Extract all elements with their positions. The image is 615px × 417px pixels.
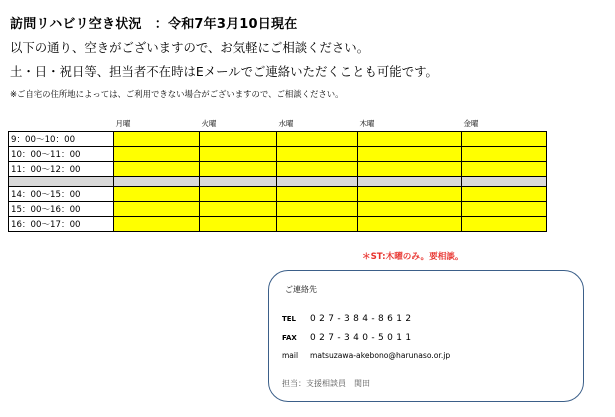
address-note: ※ご自宅の住所地によっては、ご利用できない場合がございますので、ご相談ください。 bbox=[10, 89, 344, 99]
page-title: 訪問リハビリ空き状況 ：令和7年3月10日現在 bbox=[10, 17, 298, 32]
available-slot bbox=[200, 217, 277, 232]
available-slot bbox=[277, 202, 358, 217]
lunch-break-row bbox=[9, 177, 547, 187]
available-slot bbox=[358, 162, 462, 177]
break-cell bbox=[114, 177, 200, 187]
day-header-thu: 木曜 bbox=[359, 118, 375, 128]
time-slot-label: 11：00〜12：00 bbox=[9, 162, 114, 177]
available-slot bbox=[277, 217, 358, 232]
available-slot bbox=[462, 202, 547, 217]
availability-table bbox=[8, 117, 547, 232]
intro-line-1: 以下の通り、空きがございますので、お気軽にご相談ください。 bbox=[10, 40, 370, 55]
available-slot bbox=[462, 147, 547, 162]
available-slot bbox=[200, 202, 277, 217]
break-cell bbox=[462, 177, 547, 187]
available-slot bbox=[200, 162, 277, 177]
time-slot-label: 16：00〜17：00 bbox=[9, 217, 114, 232]
contact-fax-row bbox=[282, 333, 415, 343]
available-slot bbox=[358, 217, 462, 232]
available-slot bbox=[358, 147, 462, 162]
available-slot bbox=[277, 187, 358, 202]
available-slot bbox=[200, 132, 277, 147]
available-slot bbox=[277, 132, 358, 147]
day-header-tue: 火曜 bbox=[201, 118, 217, 128]
available-slot bbox=[200, 187, 277, 202]
available-slot bbox=[114, 162, 200, 177]
table-row bbox=[9, 187, 547, 202]
mail-address-link[interactable]: matsuzawa-akebono@harunaso.or.jp bbox=[310, 351, 451, 360]
contact-mail-row bbox=[282, 351, 450, 361]
day-header-fri: 金曜 bbox=[463, 118, 479, 128]
available-slot bbox=[358, 132, 462, 147]
time-slot-label: 15：00〜16：00 bbox=[9, 202, 114, 217]
available-slot bbox=[114, 187, 200, 202]
table-row bbox=[9, 162, 547, 177]
contact-box bbox=[268, 270, 584, 402]
available-slot bbox=[462, 132, 547, 147]
time-slot-label: 14：00〜15：00 bbox=[9, 187, 114, 202]
available-slot bbox=[277, 147, 358, 162]
contact-person: 担当：支援相談員 関田 bbox=[282, 379, 370, 388]
break-cell bbox=[358, 177, 462, 187]
table-row bbox=[9, 147, 547, 162]
fax-number: 027-340-5011 bbox=[310, 333, 415, 343]
available-slot bbox=[358, 187, 462, 202]
available-slot bbox=[200, 147, 277, 162]
available-slot bbox=[462, 217, 547, 232]
time-slot-label: 9：00〜10：00 bbox=[9, 132, 114, 147]
day-header-mon: 月曜 bbox=[115, 118, 131, 128]
tel-number[interactable]: 027-384-8612 bbox=[310, 314, 415, 324]
available-slot bbox=[114, 132, 200, 147]
table-row bbox=[9, 132, 547, 147]
break-cell bbox=[200, 177, 277, 187]
contact-tel-row bbox=[282, 314, 415, 324]
day-header-wed: 水曜 bbox=[278, 118, 294, 128]
intro-line-2: 土・日・祝日等、担当者不在時はEメールでご連絡いただくことも可能です。 bbox=[10, 64, 438, 79]
available-slot bbox=[114, 202, 200, 217]
break-cell bbox=[9, 177, 114, 187]
contact-heading: ご連絡先 bbox=[285, 285, 317, 294]
available-slot bbox=[462, 187, 547, 202]
available-slot bbox=[114, 147, 200, 162]
fax-label: FAX bbox=[282, 334, 297, 342]
break-cell bbox=[277, 177, 358, 187]
available-slot bbox=[358, 202, 462, 217]
time-slot-label: 10：00〜11：00 bbox=[9, 147, 114, 162]
available-slot bbox=[114, 217, 200, 232]
table-row bbox=[9, 217, 547, 232]
time-header bbox=[9, 117, 114, 132]
st-availability-note: ＊ST:木曜のみ。要相談。 bbox=[362, 252, 464, 262]
available-slot bbox=[462, 162, 547, 177]
mail-label: mail bbox=[282, 351, 299, 360]
available-slot bbox=[277, 162, 358, 177]
table-row bbox=[9, 202, 547, 217]
day-header-row bbox=[9, 117, 547, 132]
tel-label: TEL bbox=[282, 315, 297, 323]
